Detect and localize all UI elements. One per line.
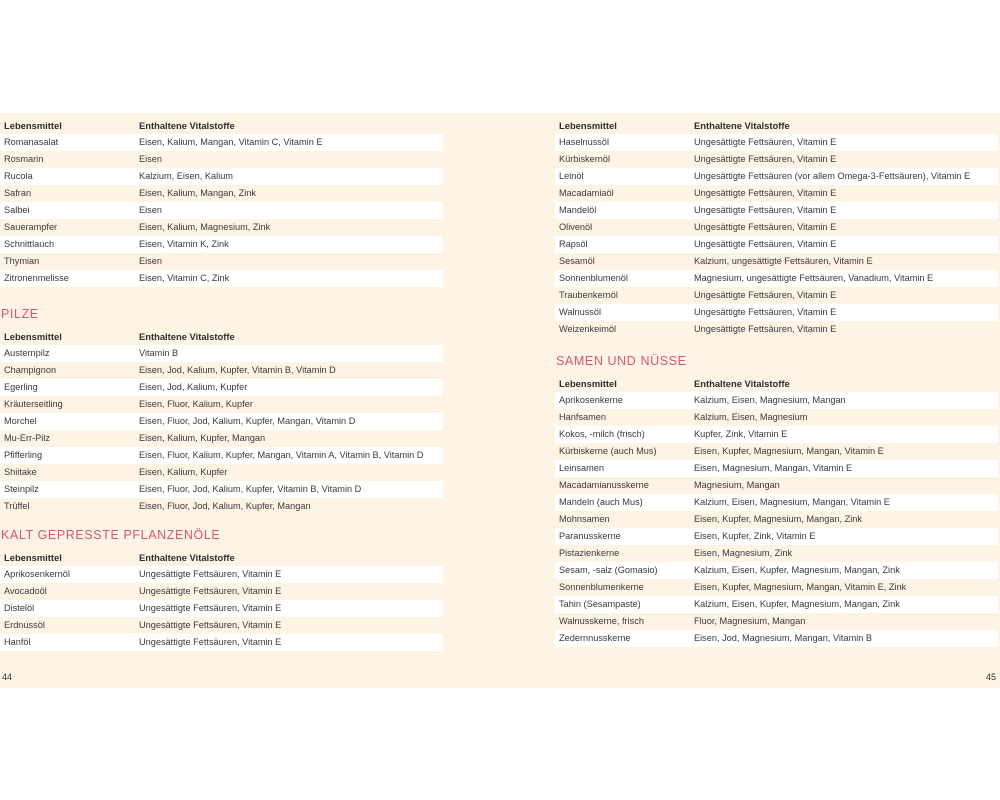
table-row [0, 236, 443, 253]
table-row [555, 528, 998, 545]
page-number-left: 44 [2, 672, 13, 682]
food-name: Walnussöl [559, 307, 602, 317]
food-name: Mu-Err-Pilz [4, 433, 50, 443]
food-name: Romanasalat [4, 137, 59, 147]
food-name: Leinöl [559, 171, 584, 181]
table-row [0, 185, 443, 202]
table-row [0, 430, 443, 447]
food-name: Zedernnusskerne [559, 633, 631, 643]
nutrients: Ungesättigte Fettsäuren, Vitamin E [694, 290, 837, 300]
table-row [555, 426, 998, 443]
table-row [0, 617, 443, 634]
table-row [0, 151, 443, 168]
section-pilze [0, 303, 443, 515]
nutrients: Fluor, Magnesium, Mangan [694, 616, 806, 626]
food-name: Sesam, -salz (Gomasio) [559, 565, 658, 575]
header-vitalstoffe: Enthaltene Vitalstoffe [694, 378, 790, 389]
table-row [555, 185, 998, 202]
table-row [0, 447, 443, 464]
section-title-samen: SAMEN UND NÜSSE [556, 354, 687, 368]
food-name: Macadamiaöl [559, 188, 614, 198]
nutrients: Ungesättigte Fettsäuren, Vitamin E [694, 154, 837, 164]
section-title-pilze: PILZE [1, 307, 39, 321]
nutrients: Ungesättigte Fettsäuren, Vitamin E [694, 307, 837, 317]
table-row [555, 409, 998, 426]
food-name: Salbei [4, 205, 30, 215]
header-vitalstoffe: Enthaltene Vitalstoffe [139, 552, 235, 563]
food-name: Rucola [4, 171, 33, 181]
food-name: Sesamöl [559, 256, 595, 266]
table-row [555, 270, 998, 287]
food-name: Haselnussöl [559, 137, 610, 147]
page-number-right: 45 [986, 672, 997, 682]
table-row [0, 634, 443, 651]
table-herbs [0, 117, 443, 287]
table-row [555, 287, 998, 304]
food-name: Rapsöl [559, 239, 588, 249]
food-name: Rosmarin [4, 154, 44, 164]
nutrients: Ungesättigte Fettsäuren, Vitamin E [139, 637, 282, 647]
nutrients: Vitamin B [139, 348, 179, 358]
table-row [0, 134, 443, 151]
table-oele-right [555, 117, 998, 338]
table-header [0, 328, 443, 345]
nutrients: Ungesättigte Fettsäuren, Vitamin E [694, 239, 837, 249]
food-name: Avocadoöl [4, 586, 47, 596]
food-name: Traubenkernöl [559, 290, 618, 300]
nutrients: Eisen, Kupfer, Magnesium, Mangan, Zink [694, 514, 863, 524]
table-row [555, 494, 998, 511]
nutrients: Eisen, Fluor, Jod, Kalium, Kupfer, Vitamin B, Vitamin D [139, 484, 362, 494]
nutrients: Eisen [139, 205, 162, 215]
food-name: Morchel [4, 416, 37, 426]
food-name: Sonnenblumenkerne [559, 582, 644, 592]
nutrients: Eisen, Kupfer, Magnesium, Mangan, Vitamin E, Zink [694, 582, 907, 592]
food-name: Hanfsamen [559, 412, 606, 422]
nutrients: Kupfer, Zink, Vitamin E [694, 429, 788, 439]
nutrients: Ungesättigte Fettsäuren, Vitamin E [139, 620, 282, 630]
nutrients: Eisen, Kalium, Mangan, Zink [139, 188, 256, 198]
table-row [0, 168, 443, 185]
table-header [555, 117, 998, 134]
nutrients: Ungesättigte Fettsäuren, Vitamin E [139, 603, 282, 613]
nutrients: Eisen, Kalium, Kupfer, Mangan [139, 433, 266, 443]
nutrients: Kalzium, Eisen, Kupfer, Magnesium, Mangan, Zink [694, 599, 900, 609]
nutrients: Eisen [139, 154, 162, 164]
header-lebensmittel: Lebensmittel [559, 378, 617, 389]
food-name: Trüffel [4, 501, 30, 511]
table-row [555, 304, 998, 321]
food-name: Distelöl [4, 603, 35, 613]
food-name: Pfifferling [4, 450, 43, 460]
table-row [555, 151, 998, 168]
table-row [555, 613, 998, 630]
food-name: Olivenöl [559, 222, 593, 232]
table-row [555, 460, 998, 477]
nutrients: Eisen, Magnesium, Mangan, Vitamin E [694, 463, 853, 473]
table-header [555, 375, 998, 392]
nutrients: Ungesättigte Fettsäuren, Vitamin E [139, 569, 282, 579]
table-row [0, 202, 443, 219]
section-title-oele: KALT GEPRESSTE PFLANZENÖLE [1, 528, 221, 542]
nutrients: Eisen, Fluor, Kalium, Kupfer [139, 399, 253, 409]
table-row [0, 583, 443, 600]
nutrients: Eisen [139, 256, 162, 266]
table-row [555, 579, 998, 596]
nutrients: Eisen, Kalium, Mangan, Vitamin C, Vitamin E [139, 137, 323, 147]
table-row [555, 392, 998, 409]
nutrients: Kalzium, Eisen, Magnesium, Mangan [694, 395, 846, 405]
nutrients: Ungesättigte Fettsäuren, Vitamin E [139, 586, 282, 596]
table-row [555, 219, 998, 236]
table-row [555, 477, 998, 494]
food-name: Erdnussöl [4, 620, 45, 630]
nutrients: Kalzium, Eisen, Magnesium [694, 412, 808, 422]
table-row [555, 134, 998, 151]
food-name: Steinpilz [4, 484, 39, 494]
header-lebensmittel: Lebensmittel [4, 552, 62, 563]
food-name: Aprikosenkerne [559, 395, 623, 405]
section-oele-left [0, 524, 443, 651]
table-row [0, 345, 443, 362]
section-samen [555, 350, 998, 647]
header-lebensmittel: Lebensmittel [559, 120, 617, 131]
food-name: Weizenkeimöl [559, 324, 617, 334]
table-row [0, 566, 443, 583]
nutrients: Ungesättigte Fettsäuren, Vitamin E [694, 324, 837, 334]
table-row [0, 464, 443, 481]
header-vitalstoffe: Enthaltene Vitalstoffe [694, 120, 790, 131]
food-name: Shiitake [4, 467, 37, 477]
table-row [555, 596, 998, 613]
table-row [0, 413, 443, 430]
nutrients: Kalzium, Eisen, Magnesium, Mangan, Vitamin E [694, 497, 890, 507]
nutrients: Eisen, Kalium, Magnesium, Zink [139, 222, 271, 232]
food-name: Kürbiskerne (auch Mus) [559, 446, 657, 456]
table-row [555, 236, 998, 253]
table-row [0, 253, 443, 270]
table-row [555, 630, 998, 647]
header-lebensmittel: Lebensmittel [4, 331, 62, 342]
nutrients: Eisen, Fluor, Kalium, Kupfer, Mangan, Vitamin A, Vitamin B, Vitamin D [139, 450, 424, 460]
nutrients: Ungesättigte Fettsäuren, Vitamin E [694, 222, 837, 232]
food-name: Tahin (Sesampaste) [559, 599, 641, 609]
header-vitalstoffe: Enthaltene Vitalstoffe [139, 120, 235, 131]
food-name: Sauerampfer [4, 222, 58, 232]
table-row [0, 396, 443, 413]
table-row [0, 270, 443, 287]
nutrients: Eisen, Fluor, Jod, Kalium, Kupfer, Mangan, Vitamin D [139, 416, 356, 426]
nutrients: Eisen, Jod, Magnesium, Mangan, Vitamin B [694, 633, 873, 643]
table-row [555, 202, 998, 219]
table-row [0, 600, 443, 617]
food-name: Zitronenmelisse [4, 273, 69, 283]
table-row [555, 511, 998, 528]
nutrients: Eisen, Vitamin K, Zink [139, 239, 229, 249]
food-name: Paranusskerne [559, 531, 621, 541]
food-name: Aprikosenkernöl [4, 569, 70, 579]
food-name: Egerling [4, 382, 38, 392]
food-name: Leinsamen [559, 463, 604, 473]
nutrients: Ungesättigte Fettsäuren (vor allem Omega-3-Fettsäuren), Vitamin E [694, 171, 971, 181]
food-name: Schnittlauch [4, 239, 55, 249]
nutrients: Eisen, Vitamin C, Zink [139, 273, 230, 283]
food-name: Thymian [4, 256, 40, 266]
table-header [0, 117, 443, 134]
nutrients: Eisen, Jod, Kalium, Kupfer, Vitamin B, Vitamin D [139, 365, 336, 375]
table-row [0, 481, 443, 498]
nutrients: Ungesättigte Fettsäuren, Vitamin E [694, 188, 837, 198]
nutrients: Magnesium, ungesättigte Fettsäuren, Vanadium, Vitamin E [694, 273, 934, 283]
food-name: Safran [4, 188, 32, 198]
table-row [0, 379, 443, 396]
table-row [0, 498, 443, 515]
food-name: Champignon [4, 365, 57, 375]
header-vitalstoffe: Enthaltene Vitalstoffe [139, 331, 235, 342]
food-name: Sonnenblumenöl [559, 273, 628, 283]
table-header [0, 549, 443, 566]
table-row [555, 253, 998, 270]
nutrients: Kalzium, Eisen, Kalium [139, 171, 233, 181]
table-row [555, 545, 998, 562]
table-row [0, 362, 443, 379]
nutrients: Kalzium, Eisen, Kupfer, Magnesium, Mangan, Zink [694, 565, 900, 575]
nutrients: Eisen, Kalium, Kupfer [139, 467, 228, 477]
nutrients: Eisen, Magnesium, Zink [694, 548, 793, 558]
nutrients: Magnesium, Mangan [694, 480, 780, 490]
food-name: Kokos, -milch (frisch) [559, 429, 645, 439]
food-name: Walnusskerne, frisch [559, 616, 644, 626]
nutrients: Eisen, Fluor, Jod, Kalium, Kupfer, Mangan [139, 501, 311, 511]
table-row [555, 443, 998, 460]
nutrients: Ungesättigte Fettsäuren, Vitamin E [694, 137, 837, 147]
food-name: Mohnsamen [559, 514, 610, 524]
food-name: Macadamianusskerne [559, 480, 649, 490]
food-name: Kräuterseitling [4, 399, 63, 409]
nutrients: Kalzium, ungesättigte Fettsäuren, Vitamin E [694, 256, 873, 266]
food-name: Hanföl [4, 637, 31, 647]
table-row [555, 168, 998, 185]
food-name: Mandelöl [559, 205, 597, 215]
food-name: Kürbiskernöl [559, 154, 611, 164]
header-lebensmittel: Lebensmittel [4, 120, 62, 131]
food-name: Austernpilz [4, 348, 50, 358]
table-row [0, 219, 443, 236]
nutrients: Eisen, Jod, Kalium, Kupfer [139, 382, 248, 392]
nutrients: Ungesättigte Fettsäuren, Vitamin E [694, 205, 837, 215]
food-name: Mandeln (auch Mus) [559, 497, 643, 507]
food-name: Pistazienkerne [559, 548, 620, 558]
table-row [555, 321, 998, 338]
nutrients: Eisen, Kupfer, Magnesium, Mangan, Vitamin E [694, 446, 884, 456]
table-row [555, 562, 998, 579]
nutrients: Eisen, Kupfer, Zink, Vitamin E [694, 531, 816, 541]
